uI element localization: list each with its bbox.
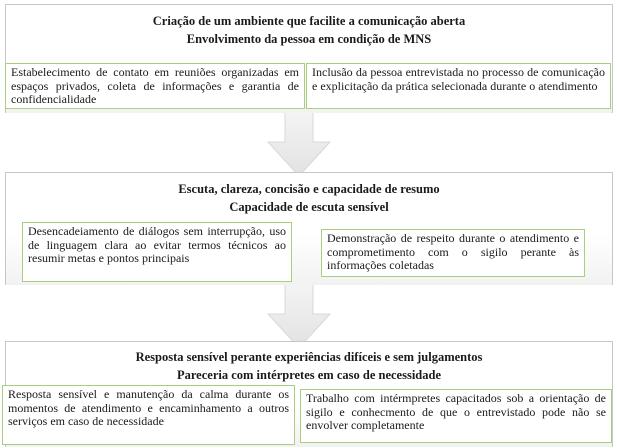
left-box: Resposta sensível e manutenção da calma durante os momentos de atendimento e encaminhamento a outros serviços em caso de necessidade (2, 385, 295, 445)
section-subtitle: Capacidade de escuta sensível (229, 200, 389, 214)
section-title: Resposta sensível perante experiências difíceis e sem julgamentos (135, 350, 483, 364)
down-arrow-icon (266, 112, 332, 178)
right-box: Trabalho com intérmpretes capacitados sob a orientação de sigilo e conhecmento de que o entrevistado pode não se envolver completamente (300, 389, 612, 443)
section-title: Escuta, clareza, concisão e capacidade de resumo (178, 182, 440, 196)
left-box: Desencadeiamento de diálogos sem interrupção, uso de linguagem clara ao evitar termos técnicos ao resumir metas e pontos principais (22, 222, 292, 282)
section-title: Criação de um ambiente que facilite a comunicação aberta (152, 14, 466, 28)
left-box: Estabelecimento de contato em reuniões organizadas em espaços privados, coleta de informações e garantia de confidencialidade (5, 63, 305, 109)
section-subtitle: Pareceria com intérpretes em caso de necessidade (176, 368, 442, 382)
right-box: Demonstração de respeito durante o atendimento e comprometimento com o sigilo perante às informações coletadas (321, 229, 585, 277)
right-box: Inclusão da pessoa entrevistada no processo de comunicação e explicitação da prática selecionada durante o atendimento (306, 63, 611, 109)
section-subtitle: Envolvimento da pessoa em condição de MNS (186, 32, 432, 46)
